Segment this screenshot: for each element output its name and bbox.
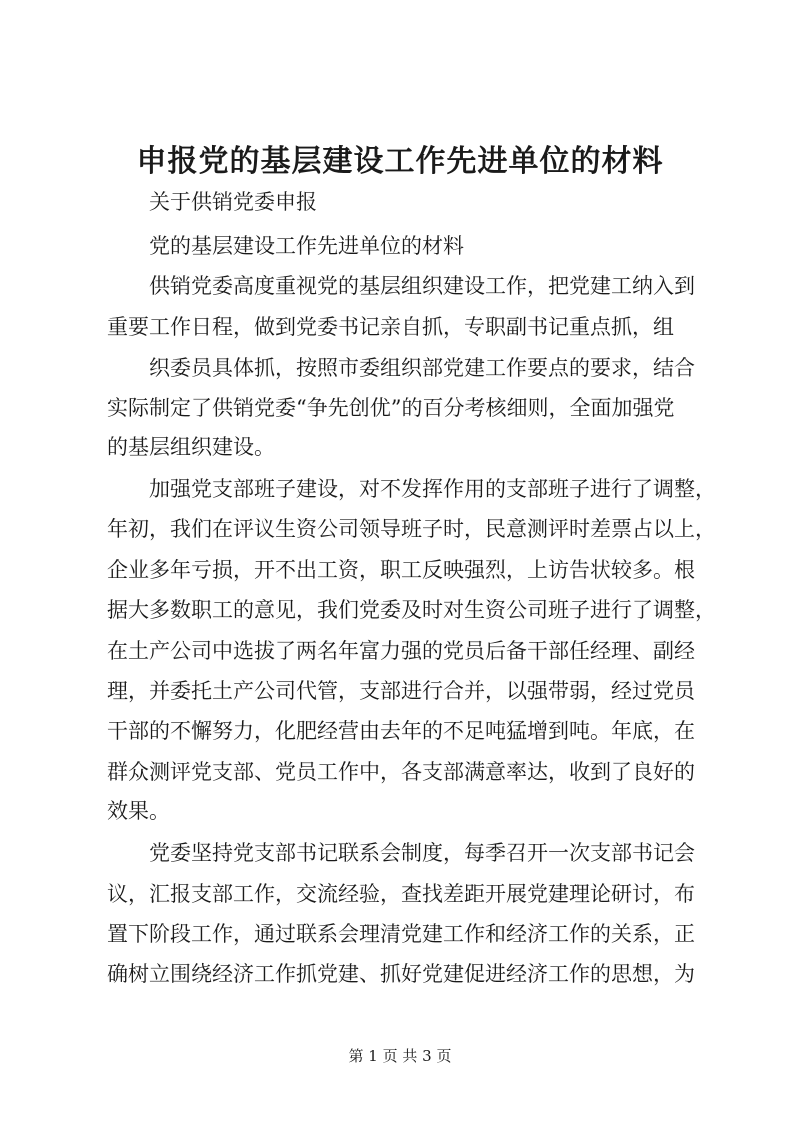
body-line: 织委员具体抓，按照市委组织部党建工作要点的要求，结合: [149, 356, 695, 380]
body-line: 干部的不懈努力，化肥经营由去年的不足吨猛增到吨。年底，在: [107, 719, 695, 743]
subtitle-line-1: 关于供销党委申报: [149, 190, 317, 214]
body-line: 加强党支部班子建设，对不发挥作用的支部班子进行了调整，: [149, 477, 716, 501]
body-line: 的基层组织建设。: [107, 435, 275, 459]
body-line: 实际制定了供销党委“争先创优”的百分考核细则，全面加强党: [107, 396, 675, 420]
document-title: 申报党的基层建设工作先进单位的材料: [136, 144, 664, 179]
body-line: 理，并委托土产公司代管，支部进行合并，以强带弱，经过党员: [107, 679, 695, 703]
body-line: 党委坚持党支部书记联系会制度，每季召开一次支部书记会: [149, 841, 695, 865]
body-line: 供销党委高度重视党的基层组织建设工作，把党建工纳入到: [149, 274, 695, 298]
body-line: 置下阶段工作，通过联系会理清党建工作和经济工作的关系，正: [107, 922, 695, 946]
body-line: 效果。: [107, 799, 170, 823]
body-line: 企业多年亏损，开不出工资，职工反映强烈，上访告状较多。根: [107, 558, 695, 582]
body-line: 确树立围绕经济工作抓党建、抓好党建促进经济工作的思想，为: [107, 962, 695, 986]
body-line: 年初，我们在评议生资公司领导班子时，民意测评时差票占以上，: [107, 517, 716, 541]
body-line: 群众测评党支部、党员工作中，各支部满意率达，收到了良好的: [107, 760, 695, 784]
body-line: 议，汇报支部工作，交流经验，查找差距开展党建理论研讨，布: [107, 882, 695, 906]
subtitle-line-2: 党的基层建设工作先进单位的材料: [149, 234, 464, 258]
body-line: 据大多数职工的意见，我们党委及时对生资公司班子进行了调整，: [107, 598, 716, 622]
body-line: 重要工作日程，做到党委书记亲自抓，专职副书记重点抓，组: [107, 315, 674, 339]
body-line: 在土产公司中选拔了两名年富力强的党员后备干部任经理、副经: [107, 639, 695, 663]
page-number: 第 1 页 共 3 页: [348, 1047, 452, 1065]
